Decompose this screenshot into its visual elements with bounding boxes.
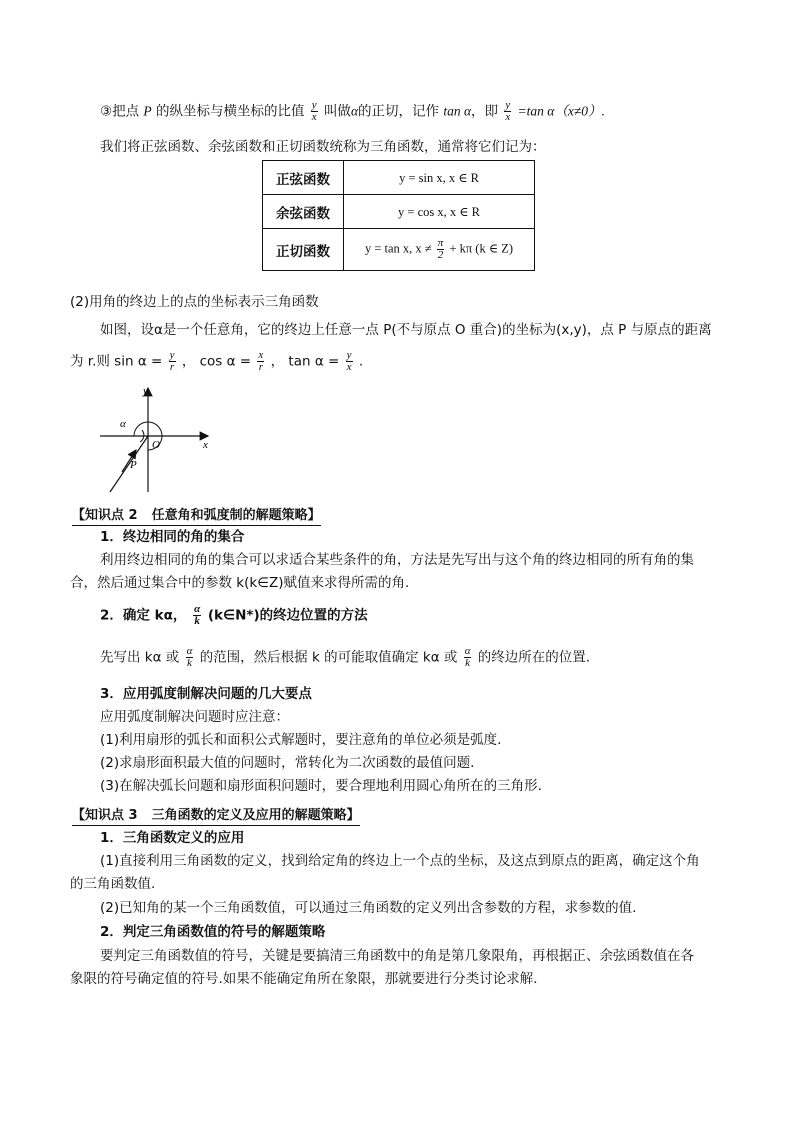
table-cell-name: 余弦函数 (263, 195, 344, 229)
paragraph-line: 如图，设α是一个任意角，它的终边上任意一点 P(不与原点 O 重合)的坐标为(x,y)，点 P 与原点的距离 (100, 322, 712, 338)
section-heading: (2)用角的终边上的点的坐标表示三角函数 (70, 294, 319, 310)
trig-ratio-line: 为 r.则 sin α = $\frac{y}{r}$ ， cos α = $\frac{x}{r}$ ， tan α = $\frac{y}{x}$ . (70, 349, 364, 373)
paragraph-line: (1)利用扇形的弧长和面积公式解题时，要注意角的单位必须是弧度. (100, 732, 502, 748)
kp3-s2-title: 2．判定三角函数值的符号的解题策略 (100, 924, 326, 940)
trig-function-intro: 我们将正弦函数、余弦函数和正切函数统称为三角函数，通常将它们记为： (100, 139, 546, 155)
angle-figure (96, 380, 216, 495)
alpha-label: α (120, 418, 126, 430)
paragraph-line: (1)直接利用三角函数的定义，找到给定角的终边上一个点的坐标，及这点到原点的距离，确定这个角 (100, 853, 700, 869)
ratio-fraction: $\frac{y}{x}$ (311, 99, 317, 123)
paragraph-line: 利用终边相同的角的集合可以求适合某些条件的角，方法是先写出与这个角的终边相同的所有角的集 (100, 552, 694, 568)
table-cell-formula: y = cos x, x ∈ R (344, 195, 535, 229)
y-label: y (143, 385, 148, 397)
terminal-side (110, 436, 148, 492)
kp2-s2-title: 2．确定 kα， $\frac{\alpha}{k}$ (k∈N*)的终边位置的方法 (100, 603, 368, 627)
kp3-s1-title: 1．三角函数定义的应用 (100, 830, 245, 846)
ratio-fraction-2: $\frac{y}{x}$ (505, 99, 511, 123)
paragraph-line: 合，然后通过集合中的参数 k(k∈Z)赋值来求得所需的角. (70, 575, 410, 591)
table-cell-formula: y = sin x, x ∈ R (344, 161, 535, 195)
table-cell-formula: y = tan x, x ≠ $\frac{\pi}{2}$ + kπ (k ∈ Z) (344, 229, 535, 271)
paragraph-line: (2)求扇形面积最大值的问题时，常转化为二次函数的最值问题. (100, 755, 475, 771)
paragraph-line: 先写出 kα 或 $\frac{\alpha}{k}$ 的范围，然后根据 k 的可能取值确定 kα 或 $\frac{\alpha}{k}$ 的终边所在的位置. (100, 645, 591, 669)
paragraph-line: 应用弧度制解决问题时应注意： (100, 709, 289, 725)
table-cell-name: 正弦函数 (263, 161, 344, 195)
x-label: x (203, 439, 208, 451)
paragraph-line: 的三角函数值. (70, 876, 156, 892)
table-row (263, 229, 535, 271)
knowledge-point-2-header: 【知识点 2 任意角和弧度制的解题策略】 (72, 507, 321, 526)
tangent-definition-line: ③把点 P 的纵坐标与横坐标的比值 $\frac{y}{x}$ 叫做α的正切，记作 tan α，即 $\frac{y}{x}$ =tan α（x≠0）. (100, 99, 605, 123)
table-row (263, 161, 535, 195)
trig-function-table (262, 160, 535, 271)
paragraph-line: 象限的符号确定值的符号.如果不能确定角所在象限，那就要进行分类讨论求解. (70, 971, 538, 987)
paragraph-line: 要判定三角函数值的符号，关键是要搞清三角函数中的角是第几象限角，再根据正、余弦函数值在各 (100, 948, 694, 964)
table-row (263, 195, 535, 229)
paragraph-line: (3)在解决弧长问题和扇形面积问题时，要合理地利用圆心角所在的三角形. (100, 778, 542, 794)
origin-label: O (152, 439, 160, 451)
point-p-label: P (130, 459, 137, 471)
kp2-s3-title: 3．应用弧度制解决问题的几大要点 (100, 686, 312, 702)
knowledge-point-3-header: 【知识点 3 三角函数的定义及应用的解题策略】 (72, 807, 360, 826)
kp2-s1-title: 1．终边相同的角的集合 (100, 529, 245, 545)
paragraph-line: (2)已知角的某一个三角函数值，可以通过三角函数的定义列出含参数的方程，求参数的值. (100, 900, 637, 916)
table-cell-name: 正切函数 (263, 229, 344, 271)
